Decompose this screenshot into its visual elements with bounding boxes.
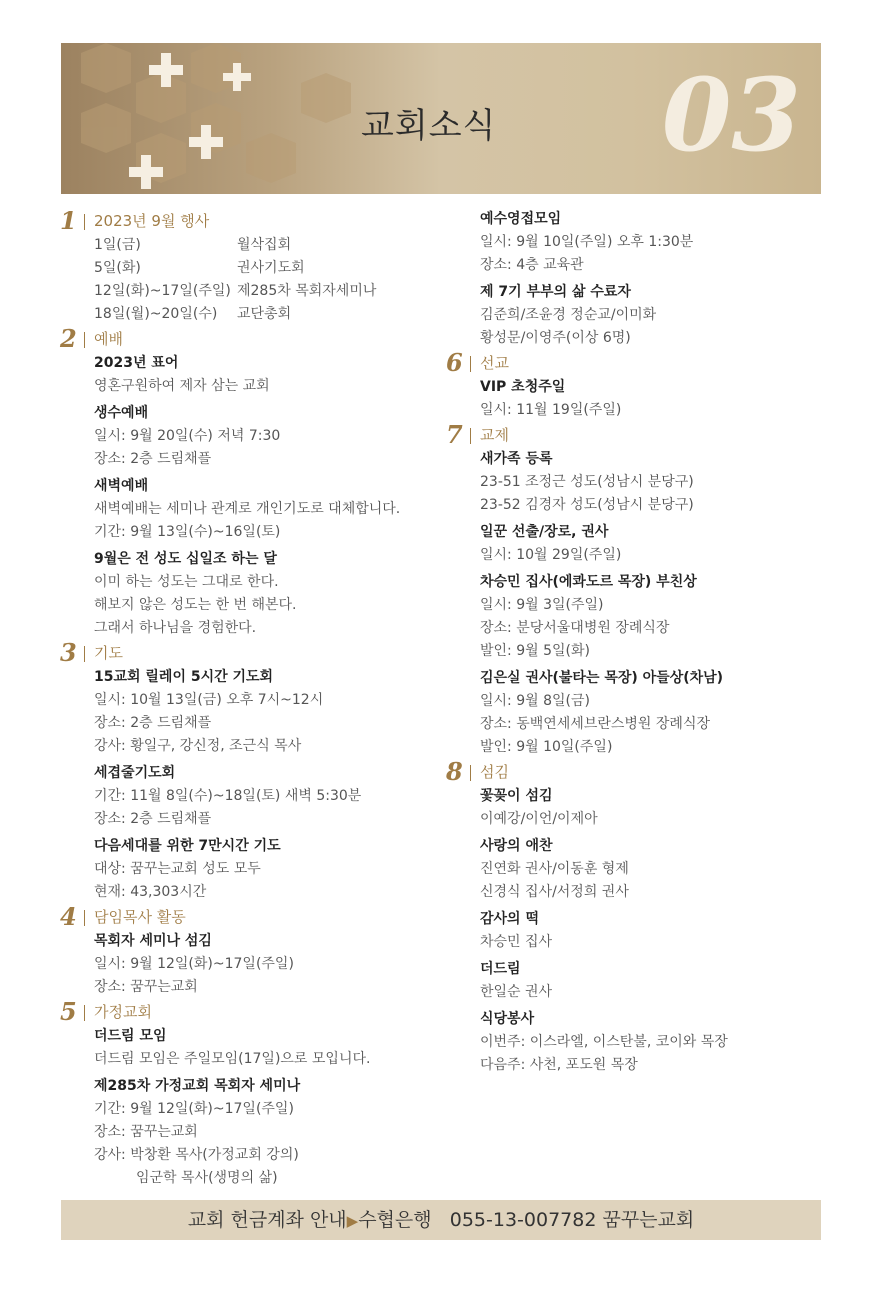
section-number: 5 bbox=[60, 997, 77, 1026]
item-title: 꽃꽂이 섬김 bbox=[480, 788, 553, 804]
schedule-date: 5일(화) bbox=[94, 260, 141, 276]
divider bbox=[470, 765, 471, 781]
section-number: 4 bbox=[60, 902, 77, 931]
section-header bbox=[446, 422, 826, 448]
right-column bbox=[446, 208, 826, 1077]
footer-account: 055-13-007782 꿈꾸는교회 bbox=[449, 1209, 695, 1231]
section-header bbox=[60, 904, 440, 930]
item-line: 일시: 9월 10일(주일) 오후 1:30분 bbox=[480, 234, 694, 250]
item-line: 일시: 9월 20일(수) 저녁 7:30 bbox=[94, 428, 281, 444]
item-line: 한일순 권사 bbox=[480, 984, 553, 1000]
section-worship bbox=[60, 326, 440, 640]
item-title: 더드림 bbox=[480, 961, 521, 977]
item-title: 감사의 떡 bbox=[480, 911, 539, 927]
footer-label: 교회 헌금계좌 안내 bbox=[187, 1209, 347, 1231]
item-line: 장소: 동백연세세브란스병원 장례식장 bbox=[480, 716, 711, 732]
item-title: 사랑의 애찬 bbox=[480, 838, 553, 854]
item-line: 이번주: 이스라엘, 이스탄불, 코이와 목장 bbox=[480, 1034, 728, 1050]
section-title: 2023년 9월 행사 bbox=[94, 212, 210, 230]
left-column bbox=[60, 208, 440, 1190]
item-line: 장소: 분당서울대병원 장례식장 bbox=[480, 620, 670, 636]
section-title: 가정교회 bbox=[94, 1003, 152, 1021]
schedule-row bbox=[94, 257, 440, 280]
divider bbox=[84, 910, 85, 926]
item-line: 기간: 9월 13일(수)~16일(토) bbox=[94, 524, 281, 540]
item-title: 일꾼 선출/장로, 권사 bbox=[480, 524, 609, 540]
section-title: 선교 bbox=[480, 354, 509, 372]
section-header bbox=[60, 208, 440, 234]
section-title: 기도 bbox=[94, 644, 123, 662]
item-title: 제 7기 부부의 삶 수료자 bbox=[480, 284, 631, 300]
section-title: 담임목사 활동 bbox=[94, 908, 186, 926]
footer-bank: 수협은행 bbox=[358, 1209, 432, 1231]
item-title: 김은실 권사(불타는 목장) 아들상(차남) bbox=[480, 670, 724, 686]
item-line: 장소: 2층 드림채플 bbox=[94, 811, 212, 827]
item-title: 세겹줄기도회 bbox=[94, 765, 176, 781]
item-line: 대상: 꿈꾸는교회 성도 모두 bbox=[94, 861, 261, 877]
item-line: 발인: 9월 10일(주일) bbox=[480, 739, 613, 755]
item-line: 진연화 권사/이동훈 형제 bbox=[480, 861, 629, 877]
item-line: 장소: 꿈꾸는교회 bbox=[94, 979, 198, 995]
schedule-date: 1일(금) bbox=[94, 237, 141, 253]
item-title: 9월은 전 성도 십일조 하는 달 bbox=[94, 551, 277, 567]
item-title: 예수영접모임 bbox=[480, 211, 562, 227]
item-line: 김준희/조윤경 정순교/이미화 bbox=[480, 307, 657, 323]
section-title: 교제 bbox=[480, 426, 509, 444]
item-line: 이미 하는 성도는 그대로 한다. bbox=[94, 574, 279, 590]
section-header bbox=[446, 759, 826, 785]
item-line: 장소: 꿈꾸는교회 bbox=[94, 1124, 198, 1140]
item-title: 15교회 릴레이 5시간 기도회 bbox=[94, 669, 274, 685]
item-line: 영혼구원하여 제자 삼는 교회 bbox=[94, 378, 270, 394]
item-line: 다음주: 사천, 포도원 목장 bbox=[480, 1057, 638, 1073]
hexagon-cross-pattern bbox=[61, 43, 391, 194]
section-header bbox=[60, 640, 440, 666]
offering-account-footer bbox=[61, 1200, 821, 1240]
item-line: 일시: 9월 8일(금) bbox=[480, 693, 590, 709]
section-title: 섬김 bbox=[480, 763, 509, 781]
divider bbox=[470, 356, 471, 372]
item-line: 기간: 9월 12일(화)~17일(주일) bbox=[94, 1101, 294, 1117]
schedule-event: 권사기도회 bbox=[237, 260, 305, 276]
item-line: 장소: 2층 드림채플 bbox=[94, 451, 212, 467]
section-events bbox=[60, 208, 440, 326]
item-title: 2023년 표어 bbox=[94, 355, 179, 371]
section-number: 8 bbox=[446, 757, 463, 786]
item-line: 23-52 김경자 성도(성남시 분당구) bbox=[480, 497, 694, 513]
section-header bbox=[60, 326, 440, 352]
section-pastor-activity bbox=[60, 904, 440, 999]
section-number: 1 bbox=[60, 206, 77, 235]
item-line: 더드림 모임은 주일모임(17일)으로 모입니다. bbox=[94, 1051, 371, 1067]
section-service bbox=[446, 759, 826, 1077]
item-line: 일시: 10월 13일(금) 오후 7시~12시 bbox=[94, 692, 324, 708]
item-line: 그래서 하나님을 경험한다. bbox=[94, 620, 257, 636]
item-line: 일시: 11월 19일(주일) bbox=[480, 402, 622, 418]
schedule-row bbox=[94, 234, 440, 257]
schedule-date: 18일(월)~20일(수) bbox=[94, 306, 218, 322]
item-line: 차승민 집사 bbox=[480, 934, 553, 950]
item-title: 제285차 가정교회 목회자 세미나 bbox=[94, 1078, 301, 1094]
schedule-row bbox=[94, 280, 440, 303]
item-title: 차승민 집사(에콰도르 목장) 부친상 bbox=[480, 574, 697, 590]
item-line: 일시: 9월 12일(화)~17일(주일) bbox=[94, 956, 294, 972]
section-house-church bbox=[60, 999, 440, 1190]
item-line: 이예강/이언/이제아 bbox=[480, 811, 598, 827]
item-line: 해보지 않은 성도는 한 번 해본다. bbox=[94, 597, 297, 613]
item-line: 일시: 9월 3일(주일) bbox=[480, 597, 604, 613]
section-number: 3 bbox=[60, 638, 77, 667]
item-line: 새벽예배는 세미나 관계로 개인기도로 대체합니다. bbox=[94, 501, 401, 517]
item-title: 다음세대를 위한 7만시간 기도 bbox=[94, 838, 281, 854]
section-house-church-cont bbox=[446, 208, 826, 350]
divider bbox=[84, 214, 85, 230]
section-title: 예배 bbox=[94, 330, 123, 348]
item-line: 강사: 황일구, 강신정, 조근식 목사 bbox=[94, 738, 302, 754]
item-line: 23-51 조정근 성도(성남시 분당구) bbox=[480, 474, 694, 490]
item-line: 강사: 박창환 목사(가정교회 강의) bbox=[94, 1147, 299, 1163]
item-line: 일시: 10월 29일(주일) bbox=[480, 547, 622, 563]
section-number: 2 bbox=[60, 324, 77, 353]
divider bbox=[84, 332, 85, 348]
schedule-event: 교단총회 bbox=[237, 306, 292, 322]
schedule-event: 월삭집회 bbox=[237, 237, 292, 253]
divider bbox=[84, 646, 85, 662]
section-prayer bbox=[60, 640, 440, 904]
page-number: 03 bbox=[661, 56, 801, 174]
section-number: 6 bbox=[446, 348, 463, 377]
header-banner bbox=[61, 43, 821, 194]
divider bbox=[84, 1005, 85, 1021]
section-header bbox=[60, 999, 440, 1025]
page-title: 교회소식 bbox=[361, 106, 497, 146]
section-number: 7 bbox=[446, 420, 463, 449]
arrow-right-icon: ▶ bbox=[346, 1212, 359, 1230]
item-line: 기간: 11월 8일(수)~18일(토) 새벽 5:30분 bbox=[94, 788, 362, 804]
item-line: 장소: 4층 교육관 bbox=[480, 257, 584, 273]
divider bbox=[470, 428, 471, 444]
section-mission bbox=[446, 350, 826, 422]
section-header bbox=[446, 350, 826, 376]
item-line: 황성문/이영주(이상 6명) bbox=[480, 330, 631, 346]
item-line: 임군학 목사(생명의 삶) bbox=[94, 1170, 278, 1186]
section-fellowship bbox=[446, 422, 826, 759]
item-title: 식당봉사 bbox=[480, 1011, 535, 1027]
item-title: 목회자 세미나 섬김 bbox=[94, 933, 212, 949]
item-line: 현재: 43,303시간 bbox=[94, 884, 207, 900]
item-line: 신경식 집사/서정희 권사 bbox=[480, 884, 629, 900]
schedule-row bbox=[94, 303, 440, 326]
item-title: 새벽예배 bbox=[94, 478, 149, 494]
item-title: VIP 초청주일 bbox=[480, 379, 566, 395]
schedule-event: 제285차 목회자세미나 bbox=[237, 283, 377, 299]
item-title: 더드림 모임 bbox=[94, 1028, 167, 1044]
item-title: 새가족 등록 bbox=[480, 451, 553, 467]
item-line: 장소: 2층 드림채플 bbox=[94, 715, 212, 731]
item-title: 생수예배 bbox=[94, 405, 149, 421]
schedule-date: 12일(화)~17일(주일) bbox=[94, 283, 231, 299]
item-line: 발인: 9월 5일(화) bbox=[480, 643, 590, 659]
